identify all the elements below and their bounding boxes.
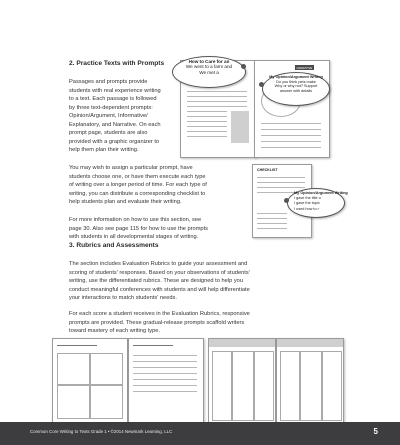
page-number: 5 [373,427,378,436]
callout-dot-icon [284,198,289,203]
footer-copyright: Common Core Writing to Texts Grade 1 • ©2014 Newmark Learning, LLC [30,429,173,434]
section-heading-rubrics: 3. Rubrics and Assessments [69,242,159,249]
rubric-page-thumbnail-1 [52,338,128,424]
responsive-prompts-paragraph: For each score a student receives in the Evaluation Rubrics, responsive prompts are provided. These gradual-release prompts scaffold writers toward mastery of each writing type. [69,311,250,334]
rubric-page-thumbnail-2 [128,338,204,424]
more-info-paragraph: For more information on how to use this section, see page 30. Also see page 115 for how to use the prompts with students in all developmental stages of writing. [69,217,209,240]
callout-dot-icon [241,64,246,69]
passage-magnifier-callout: How to Care for an We went to a farm and We met a [172,56,246,88]
rubrics-paragraph: The section includes Evaluation Rubrics to guide your assessment and scoring of students' responses. Based on your observations of students' writing, use the differentiated rubrics. These are designed to help you conduct meaningful conferences with students and will help differentiate your interactions to match students' needs. [69,261,250,301]
page [12,4,388,422]
prompt-page-thumbnail: NARRATIVE [254,60,330,158]
checklist-page-thumbnail: CHECKLIST [252,164,312,238]
callout-dot-icon [259,82,264,87]
prompt-magnifier-callout: My Opinion/Argument Writing Do you think pets make Why or why not? Support answer with details [262,72,330,106]
footer-bar [0,422,400,445]
section-heading-practice-texts: 2. Practice Texts with Prompts [69,60,165,67]
practice-texts-paragraph: Passages and prompts provide students with real experience writing to a text. Each passage is followed by three text-dependent prompts: Opinion/Argument, Informative/ Explanatory, and Narrative. On each prompt page, students are also provided with a graphic organizer to help them plan their writing. [69,79,161,153]
checklist-magnifier-callout: My Opinion/Argument Writing I gave the title o I gave the topic I used how to r [287,188,345,218]
evaluation-rubric-thumbnail-1 [208,338,276,424]
assign-prompt-paragraph: You may wish to assign a particular prompt, have students choose one, or have them execute each type of writing over a longer period of time. For each type of writing, you can distribute a corresponding checklist to help students plan and evaluate their writing. [69,165,207,205]
evaluation-rubric-thumbnail-2 [276,338,344,424]
